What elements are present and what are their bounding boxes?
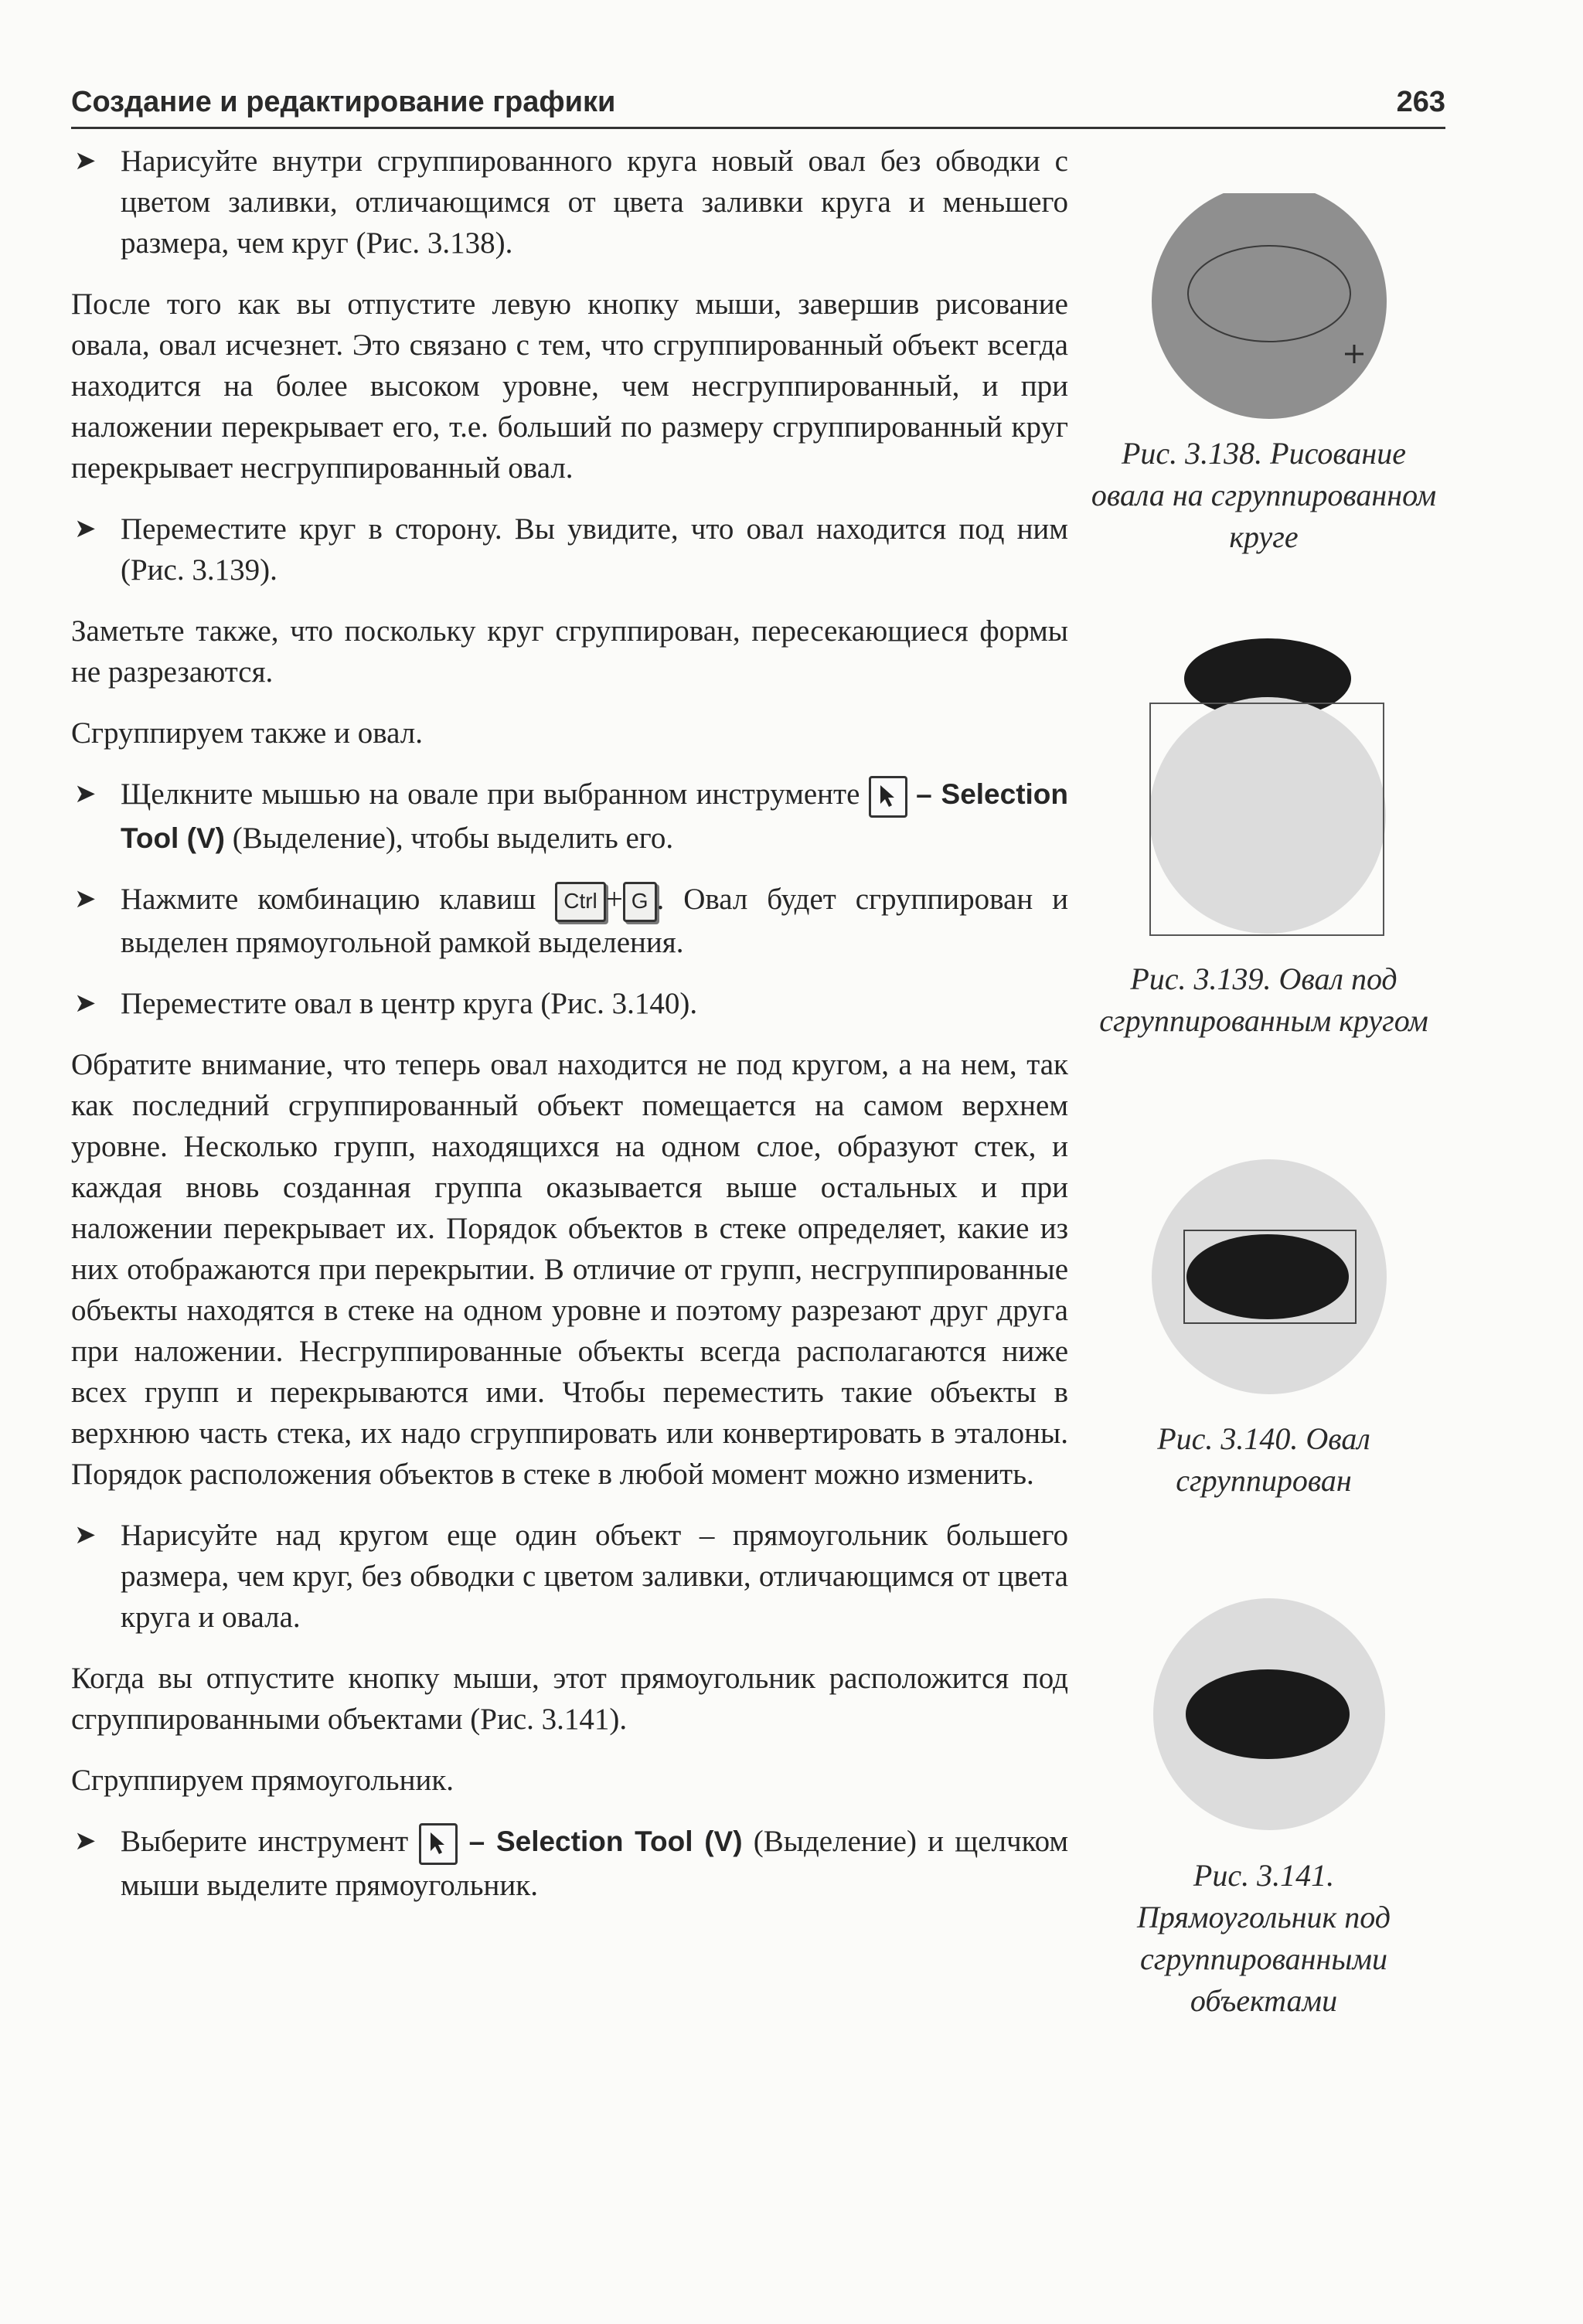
page-number: 263 bbox=[1396, 86, 1445, 118]
figure-3-140-caption: Рис. 3.140. Овал сгруппирован bbox=[1157, 1421, 1370, 1498]
selection-tool-icon bbox=[419, 1823, 458, 1865]
bullet-step-draw-rectangle: ➤ Нарисуйте над кругом еще один объект – прямоугольник большего размера, чем круг, без обводки с цветом заливки, отличающимся от цвета круга и овала. bbox=[71, 1515, 1068, 1638]
grouped-oval bbox=[1186, 1669, 1350, 1759]
chapter-title: Создание и редактирование графики bbox=[71, 86, 616, 118]
running-header bbox=[71, 79, 1445, 129]
figure-3-138-illustration bbox=[1144, 193, 1399, 425]
grouped-circle bbox=[1149, 697, 1386, 934]
bullet-step-center-oval: ➤ Переместите овал в центр круга (Рис. 3.140). bbox=[71, 983, 1068, 1024]
figure-3-141-caption: Рис. 3.141. Прямоугольник под сгруппированными объектами bbox=[1137, 1858, 1391, 2018]
bullet-arrow-icon: ➤ bbox=[74, 885, 97, 914]
grouped-oval bbox=[1186, 1234, 1349, 1319]
bullet-arrow-icon: ➤ bbox=[74, 1827, 97, 1856]
figure-3-138-caption: Рис. 3.138. Рисование овала на сгруппированном круге bbox=[1091, 436, 1437, 554]
g-key: G bbox=[623, 882, 657, 922]
paragraph-oval-disappears: После того как вы отпустите левую кнопку мыши, завершив рисование овала, овал исчезнет. Это связано с тем, что сгруппированный объект всегда находится на более высоком уровне, чем несгруппированный, и при наложении перекрывает его, т.е. больший по размеру сгруппированный круг перекрывает несгруппированный овал. bbox=[71, 288, 1068, 485]
selection-tool-icon bbox=[869, 776, 907, 818]
bullet-step-move-circle: ➤ Переместите круг в сторону. Вы увидите, что овал находится под ним (Рис. 3.139). bbox=[71, 509, 1068, 590]
figure-3-139-caption: Рис. 3.139. Овал под сгруппированным кругом bbox=[1099, 961, 1428, 1038]
bullet-arrow-icon: ➤ bbox=[74, 1521, 97, 1550]
paragraph-stack-order: Обратите внимание, что теперь овал находится не под кругом, а на нем, так как последний сгруппированный объект помещается на самом верхнем уровне. Несколько групп, находящихся на одном слое, образуют стек, и каждая вновь созданная группа оказывается выше остальных и при наложении перекрывает их. Порядок объектов в стеке определяет, какие из них отображаются при перекрытии. В отличие от групп, несгруппированные объекты находятся в стеке на одном уровне и поэтому разрезают друг друга при наложении. Несгруппированные объекты всегда располагаются ниже всех групп и перекрываются ими. Чтобы переместить такие объекты в верхнюю часть стека, их надо сгруппировать или конвертировать в эталоны. Порядок расположения объектов в стеке в любой момент можно изменить. bbox=[71, 1048, 1068, 1492]
bullet-step-select-oval: ➤ Щелкните мышью на овале при выбранном инструменте – Selection Tool (V) (Выделение), чтобы выделить его. bbox=[71, 774, 1068, 859]
figure-3-140-illustration bbox=[1144, 1152, 1399, 1407]
bullet-arrow-icon: ➤ bbox=[74, 989, 97, 1019]
paragraph-no-cut: Заметьте также, что поскольку круг сгруппирован, пересекающиеся формы не разрезаются. bbox=[71, 614, 1068, 689]
paragraph-rectangle-under: Когда вы отпустите кнопку мыши, этот прямоугольник расположится под сгруппированными объектами (Рис. 3.141). bbox=[71, 1662, 1068, 1737]
figure-3-141-illustration bbox=[1144, 1592, 1399, 1839]
bullet-step-select-rectangle: ➤ Выберите инструмент – Selection Tool (V) (Выделение) и щелчком мыши выделите прямоугольник. bbox=[71, 1821, 1068, 1906]
key-plus: + bbox=[605, 883, 623, 917]
ctrl-key: Ctrl bbox=[555, 882, 606, 922]
main-text-column bbox=[71, 141, 1068, 1926]
bullet-arrow-icon: ➤ bbox=[74, 780, 97, 808]
bullet-arrow-icon: ➤ bbox=[74, 515, 97, 543]
grouped-circle bbox=[1152, 193, 1387, 419]
bullet-step-draw-oval: ➤ Нарисуйте внутри сгруппированного круга новый овал без обводки с цветом заливки, отличающимся от цвета заливки круга и меньшего размера, чем круг (Рис. 3.138). bbox=[71, 141, 1068, 264]
paragraph-group-rectangle: Сгруппируем прямоугольник. bbox=[71, 1764, 454, 1798]
figure-3-139-illustration bbox=[1144, 634, 1399, 943]
bullet-step-group-shortcut: ➤ Нажмите комбинацию клавиш Ctrl + G . Овал будет сгруппирован и выделен прямоугольной рамкой выделения. bbox=[71, 879, 1068, 963]
paragraph-group-oval: Сгруппируем также и овал. bbox=[71, 716, 423, 750]
bullet-arrow-icon: ➤ bbox=[74, 147, 97, 175]
